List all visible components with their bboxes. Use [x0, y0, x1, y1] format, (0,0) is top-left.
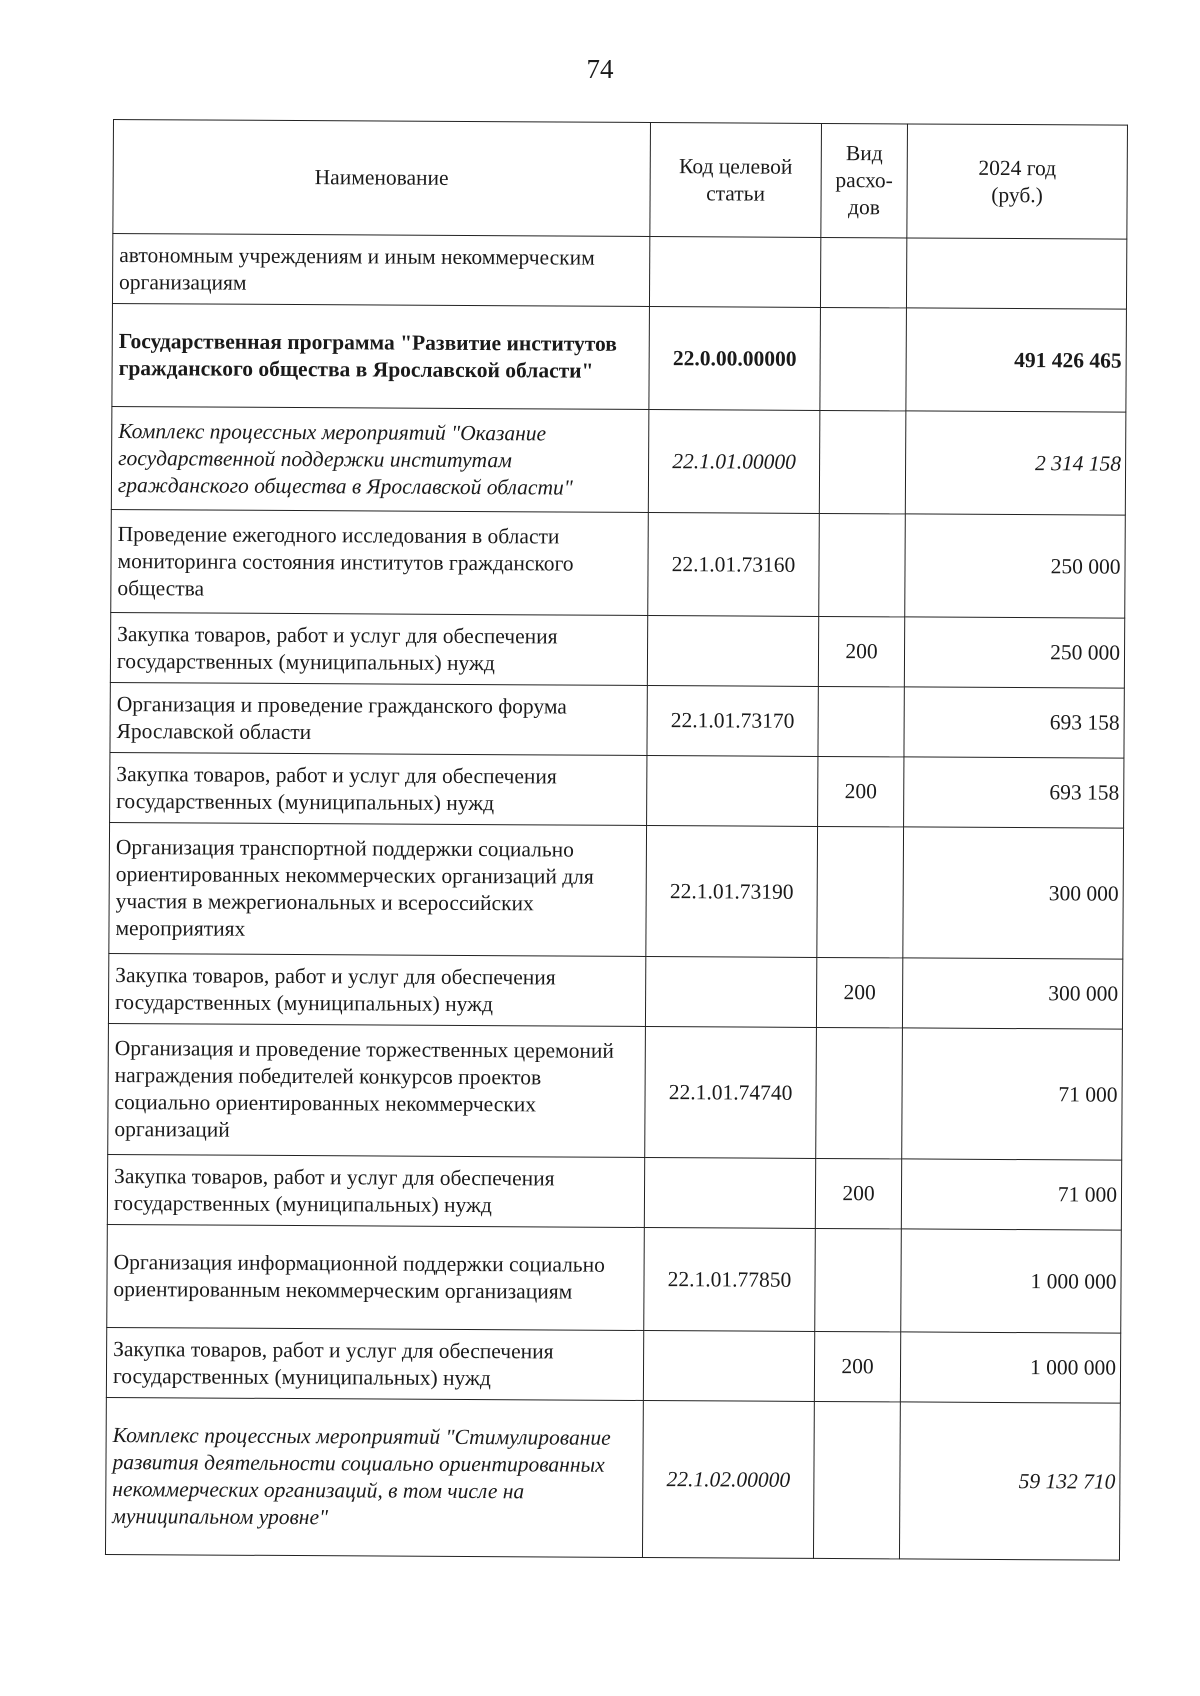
table-row: [110, 682, 1124, 758]
row-name-cell: Государственная программа "Развитие институтов гражданского общества в Ярославской области": [112, 303, 650, 409]
row-type-cell: 200: [814, 1331, 900, 1401]
row-amount-cell: 1 000 000: [900, 1332, 1120, 1403]
row-amount-cell: 71 000: [901, 1159, 1121, 1230]
row-amount-cell: 693 158: [904, 757, 1124, 828]
row-code-cell: 22.1.01.74740: [645, 1026, 817, 1158]
row-amount-cell: 491 426 465: [906, 308, 1127, 412]
row-name-cell: Закупка товаров, работ и услуг для обеспечения государственных (муниципальных) нужд: [106, 1327, 643, 1400]
row-amount-cell: 59 132 710: [899, 1402, 1120, 1560]
header-type: Вид расхо-дов: [821, 123, 908, 237]
row-type-cell: [818, 686, 904, 756]
row-name-cell: Комплекс процессных мероприятий "Стимулирование развития деятельности социально ориентированных некоммерческих организаций, в том числе на муниципальном уровне": [105, 1397, 643, 1557]
row-name-cell: Организация информационной поддержки социально ориентированным некоммерческим организациям: [107, 1224, 645, 1330]
table-row: [110, 612, 1124, 688]
row-name-cell: автономным учреждениям и иным некоммерческим организациям: [112, 234, 649, 307]
row-type-cell: [820, 237, 906, 307]
row-name-cell: Закупка товаров, работ и услуг для обеспечения государственных (муниципальных) нужд: [108, 953, 645, 1026]
row-type-cell: 200: [818, 756, 904, 826]
row-type-cell: [816, 1027, 903, 1158]
row-type-cell: [815, 1228, 902, 1331]
row-code-cell: [645, 956, 816, 1027]
row-amount-cell: 1 000 000: [901, 1229, 1122, 1333]
row-code-cell: 22.1.02.00000: [642, 1400, 814, 1558]
row-type-cell: 200: [816, 957, 902, 1027]
row-amount-cell: 693 158: [904, 687, 1124, 758]
row-code-cell: [644, 1157, 815, 1228]
row-type-cell: [813, 1401, 900, 1558]
row-type-cell: [817, 826, 904, 957]
table-row: [108, 1023, 1123, 1160]
row-code-cell: 22.1.01.73160: [648, 512, 820, 616]
row-code-cell: [647, 615, 818, 686]
table-body: [105, 234, 1126, 1561]
table-row: [111, 509, 1126, 618]
row-name-cell: Проведение ежегодного исследования в области мониторинга состояния институтов гражданского общества: [111, 509, 649, 615]
row-type-cell: 200: [815, 1158, 901, 1228]
row-code-cell: 22.1.01.77850: [644, 1227, 816, 1331]
header-amount: 2024 год (руб.): [907, 124, 1128, 239]
row-amount-cell: 250 000: [904, 617, 1124, 688]
table-row: [111, 406, 1126, 515]
row-name-cell: Комплекс процессных мероприятий "Оказание государственной поддержки институтам гражданского общества в Ярославской области": [111, 406, 649, 512]
table-row: [108, 953, 1122, 1029]
row-type-cell: [819, 513, 906, 616]
budget-table: [105, 119, 1128, 1561]
row-name-cell: Закупка товаров, работ и услуг для обеспечения государственных (муниципальных) нужд: [110, 752, 647, 825]
row-code-cell: [647, 755, 818, 826]
row-code-cell: 22.1.01.73190: [646, 825, 818, 957]
table-row: [109, 822, 1124, 959]
row-code-cell: 22.0.00.00000: [649, 306, 821, 410]
table-row: [107, 1154, 1121, 1230]
row-code-cell: [643, 1330, 814, 1401]
row-code-cell: [649, 237, 820, 308]
table-row: [110, 752, 1124, 828]
table-row: [107, 1224, 1122, 1333]
table-row: [112, 303, 1127, 412]
row-name-cell: Закупка товаров, работ и услуг для обеспечения государственных (муниципальных) нужд: [110, 612, 647, 685]
row-type-cell: 200: [818, 616, 904, 686]
row-name-cell: Закупка товаров, работ и услуг для обеспечения государственных (муниципальных) нужд: [107, 1154, 644, 1227]
row-amount-cell: 300 000: [903, 827, 1124, 959]
row-amount-cell: 71 000: [902, 1028, 1123, 1160]
table-row: [105, 1397, 1120, 1560]
row-amount-cell: [906, 238, 1126, 309]
table-row: [112, 234, 1126, 310]
row-name-cell: Организация транспортной поддержки социально ориентированных некоммерческих организаций для участия в межрегиональных и всероссийских мероприятиях: [109, 822, 647, 956]
row-amount-cell: 2 314 158: [905, 411, 1126, 515]
row-type-cell: [820, 307, 907, 410]
row-code-cell: 22.1.01.73170: [647, 685, 818, 756]
row-amount-cell: 250 000: [905, 514, 1126, 618]
header-name: Наименование: [113, 120, 651, 237]
row-type-cell: [819, 410, 906, 513]
page-number: 74: [586, 54, 614, 84]
row-code-cell: 22.1.01.00000: [648, 409, 820, 513]
row-name-cell: Организация и проведение торжественных церемоний награждения победителей конкурсов проектов социально ориентированных некоммерческих организаций: [108, 1023, 646, 1157]
header-code: Код целевой статьи: [650, 123, 822, 238]
table-header-row: [113, 120, 1128, 240]
row-amount-cell: 300 000: [902, 958, 1122, 1029]
table-row: [106, 1327, 1120, 1403]
row-name-cell: Организация и проведение гражданского форума Ярославской области: [110, 682, 647, 755]
